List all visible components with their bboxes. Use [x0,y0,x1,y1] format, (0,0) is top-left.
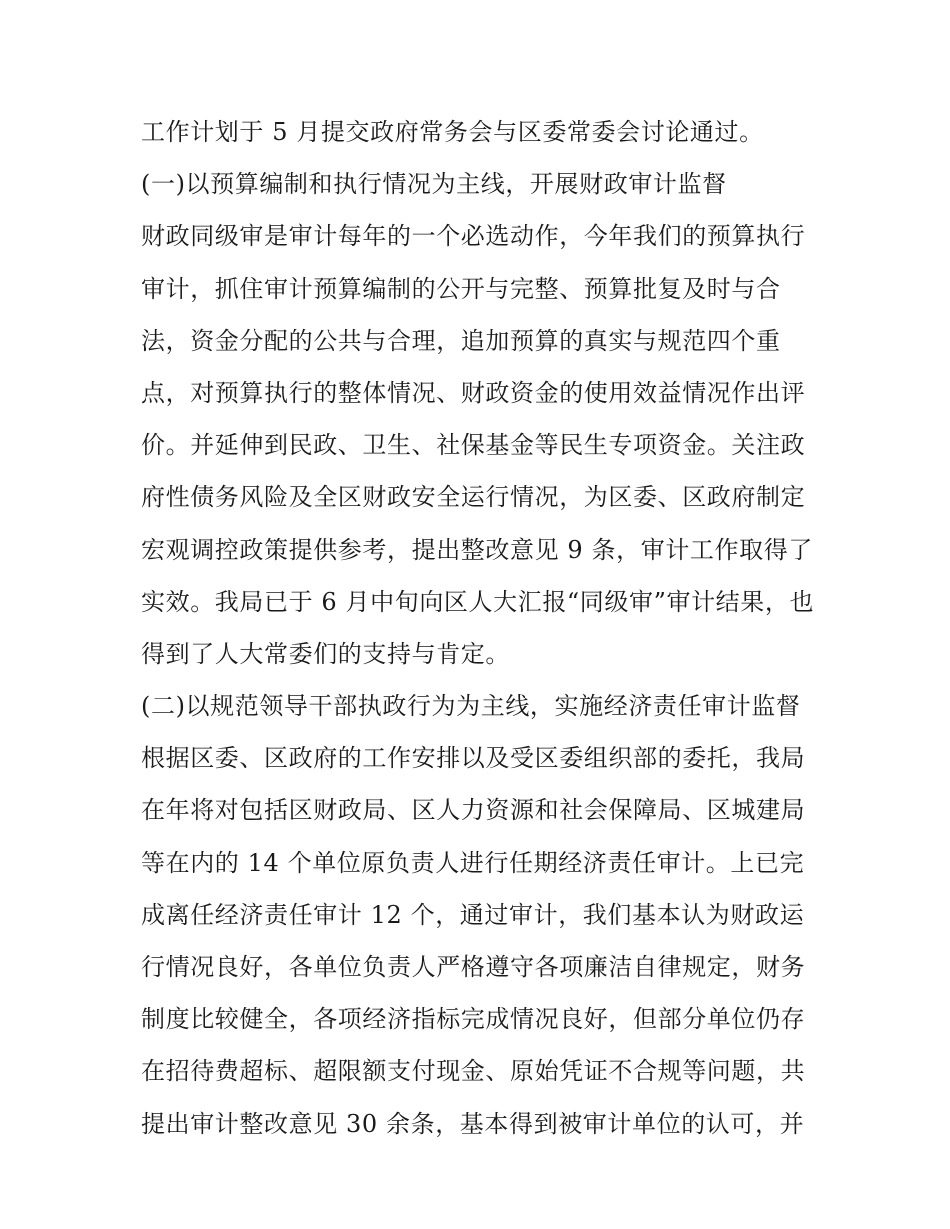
text-line-8: 府性债务风险及全区财政安全运行情况，为区委、区政府制定 [141,483,806,512]
text-line-1: 工作计划于 5 月提交政府常务会与区委常委会讨论通过。 [141,118,764,146]
body-text [141,106,817,1150]
text-line-9: 宏观调控政策提供参考，提出整改意见 9 条，审计工作取得了 [141,535,813,564]
text-line-19: 在招待费超标、超限额支付现金、原始凭证不合规等问题，共 [141,1057,806,1086]
text-line-5: 法，资金分配的公共与合理，追加预算的真实与规范四个重 [141,326,781,355]
text-line-17: 行情况良好，各单位负责人严格遵守各项廉洁自律规定，财务 [141,953,806,981]
text-line-13: 根据区委、区政府的工作安排以及受区委组织部的委托，我局 [141,744,806,773]
text-line-15: 等在内的 14 个单位原负责人进行任期经济责任审计。上已完 [141,848,805,877]
text-line-4: 审计，抓住审计预算编制的公开与完整、预算批复及时与合 [141,274,781,303]
text-line-14: 在年将对包括区财政局、区人力资源和社会保障局、区城建局 [141,796,806,825]
text-line-18: 制度比较健全，各项经济指标完成情况良好，但部分单位仍存 [141,1005,806,1034]
text-line-16: 成离任经济责任审计 12 个，通过审计，我们基本认为财政运 [141,900,805,929]
text-line-10: 实效。我局已于 6 月中旬向区人大汇报“同级审”审计结果，也 [141,587,815,616]
text-line-20: 提出审计整改意见 30 余条，基本得到被审计单位的认可，并 [141,1109,805,1138]
heading-economic-responsibility-audit: (二)以规范领导干部执政行为为主线，实施经济责任审计监督 [141,692,801,721]
heading-budget-audit: (一)以预算编制和执行情况为主线，开展财政审计监督 [141,170,727,199]
text-line-7: 价。并延伸到民政、卫生、社保基金等民生专项资金。关注政 [141,431,806,460]
text-line-3: 财政同级审是审计每年的一个必选动作，今年我们的预算执行 [141,222,806,251]
text-line-6: 点，对预算执行的整体情况、财政资金的使用效益情况作出评 [141,378,806,407]
text-line-11: 得到了人大常委们的支持与肯定。 [141,639,510,668]
